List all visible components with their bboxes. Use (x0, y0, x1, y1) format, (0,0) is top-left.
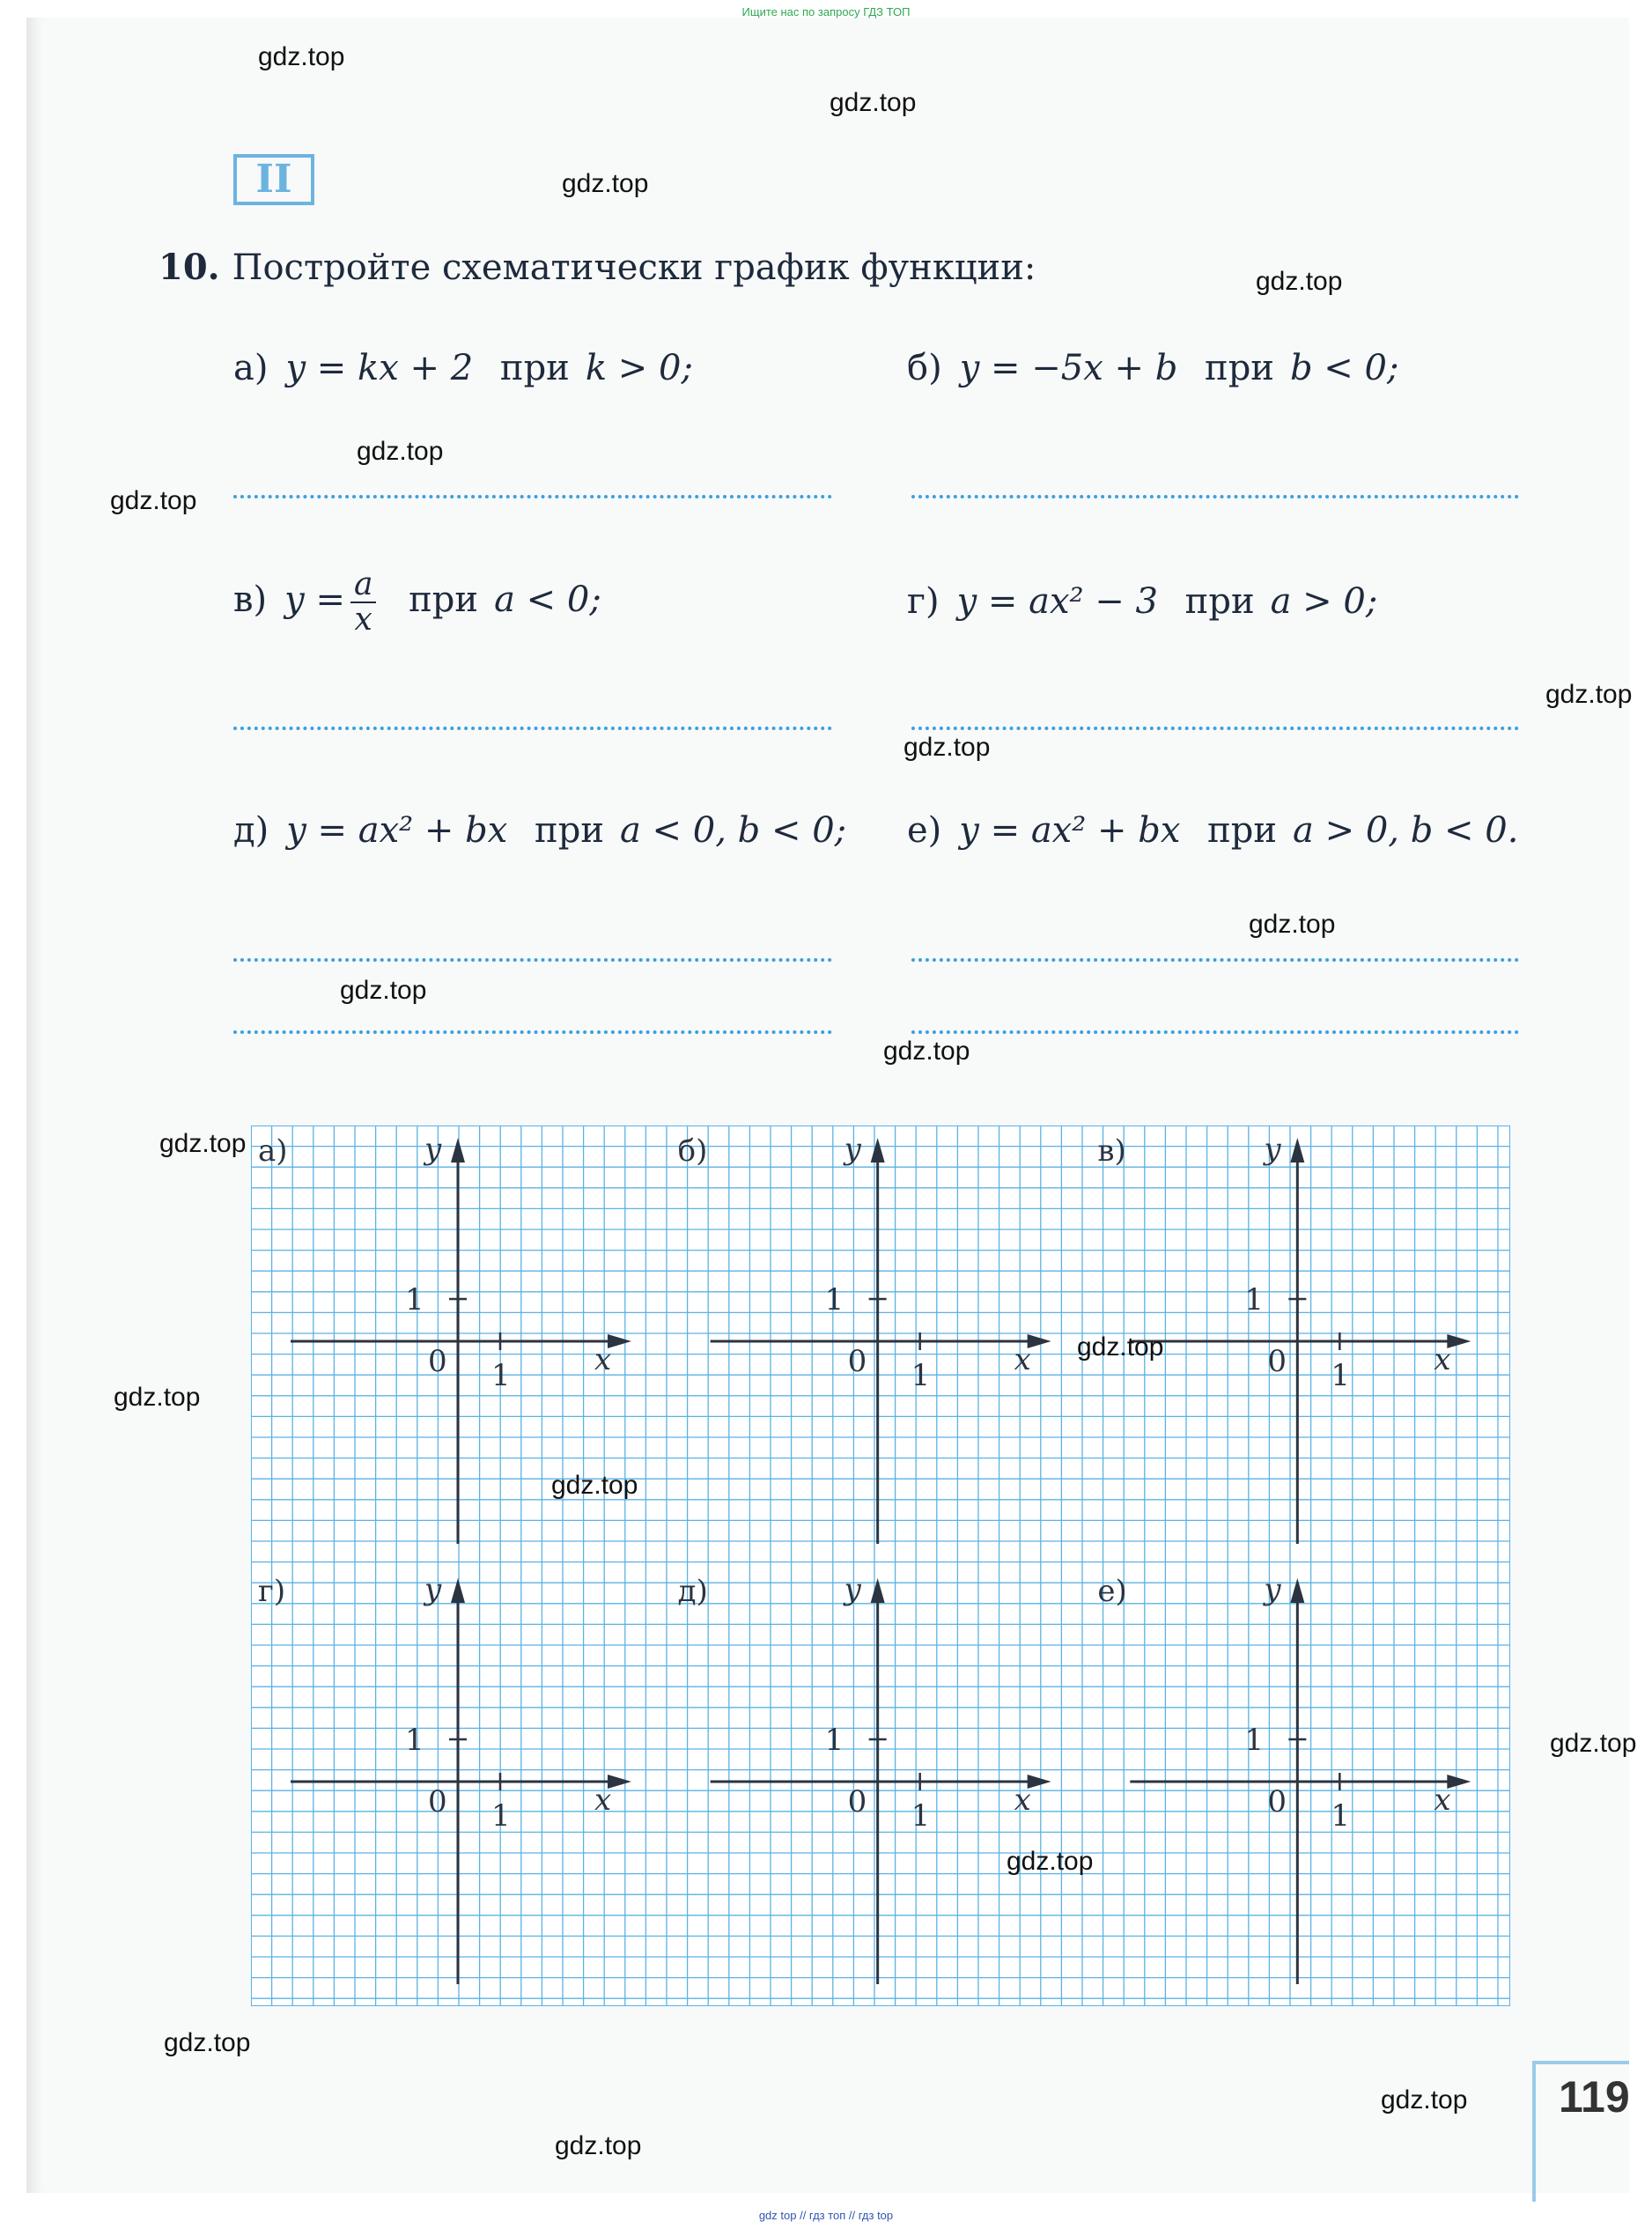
item-condition: k > 0; (585, 348, 693, 388)
watermark: gdz.top (1550, 1729, 1637, 1758)
x-unit-label: 1 (491, 1798, 511, 1834)
task-heading (159, 247, 1036, 288)
item-condition: a > 0, b < 0. (1293, 810, 1519, 851)
origin-label: 0 (1267, 1344, 1287, 1379)
watermark: gdz.top (159, 1129, 247, 1158)
task-item-a (233, 348, 693, 388)
x-unit-label: 1 (1331, 1358, 1350, 1393)
watermark: gdz.top (555, 2131, 642, 2160)
item-formula: y = −5x + b (959, 348, 1178, 388)
item-formula: y = ax² + bx (286, 810, 508, 851)
task-title-text: Постройте схематически график функции: (232, 247, 1036, 288)
watermark: gdz.top (1256, 267, 1343, 296)
panel-label: д) (677, 1574, 708, 1609)
panel-label: е) (1097, 1574, 1127, 1609)
task-item-d (233, 810, 846, 851)
x-axis-label: x (594, 1782, 612, 1818)
page-number-frame-side (1532, 2061, 1536, 2202)
item-condition: a > 0; (1270, 581, 1378, 622)
section-marker: II (233, 154, 314, 205)
watermark: gdz.top (258, 42, 345, 71)
watermark: gdz.top (1249, 910, 1336, 939)
x-axis-label: x (1014, 1782, 1031, 1818)
y-unit-label: 1 (1244, 1723, 1264, 1758)
item-formula: y = kx + 2 (285, 348, 474, 388)
answer-line[interactable] (911, 1030, 1519, 1034)
watermark: gdz.top (340, 976, 427, 1005)
task-item-v (233, 568, 601, 637)
task-number: 10. (159, 247, 220, 288)
origin-label: 0 (847, 1344, 867, 1379)
item-cond-word: при (1207, 810, 1278, 851)
x-unit-label: 1 (1331, 1798, 1350, 1834)
fraction-numerator: a (350, 568, 376, 603)
watermark: gdz.top (830, 88, 917, 117)
panel-label: в) (1097, 1133, 1126, 1169)
item-label: а) (233, 348, 269, 388)
item-condition: a < 0, b < 0; (619, 810, 847, 851)
watermark: gdz.top (1007, 1847, 1094, 1876)
y-axis-label: y (424, 1132, 442, 1167)
answer-line[interactable] (233, 727, 832, 730)
x-axis-label: x (1014, 1342, 1031, 1377)
y-unit-label: 1 (824, 1723, 844, 1758)
item-condition: a < 0; (494, 579, 601, 620)
watermark: gdz.top (883, 1037, 970, 1066)
item-formula: y = ax² − 3 (956, 581, 1158, 622)
x-axis-label: x (1434, 1342, 1451, 1377)
watermark: gdz.top (1545, 680, 1633, 709)
item-cond-word: при (535, 810, 604, 851)
x-unit-label: 1 (911, 1358, 931, 1393)
task-item-g (907, 581, 1377, 622)
task-item-e (907, 810, 1518, 851)
item-label: д) (233, 810, 269, 851)
y-axis-label: y (844, 1132, 861, 1167)
item-condition: b < 0; (1289, 348, 1399, 388)
y-axis-label: y (424, 1572, 442, 1607)
x-axis-label: x (594, 1342, 612, 1377)
answer-line[interactable] (233, 495, 832, 498)
watermark: gdz.top (562, 169, 649, 198)
y-axis-label: y (1264, 1132, 1281, 1167)
answer-line[interactable] (911, 727, 1519, 730)
panel-label: а) (258, 1133, 288, 1169)
watermark: gdz.top (110, 486, 197, 515)
origin-label: 0 (428, 1784, 447, 1819)
bottom-banner: gdz top // гдз топ // гдз top (758, 2209, 894, 2222)
watermark: gdz.top (903, 733, 991, 762)
page-number-frame-top (1532, 2061, 1629, 2064)
item-formula: y = ax² + bx (959, 810, 1181, 851)
panel-label: г) (258, 1574, 286, 1609)
item-formula-lhs: y = (284, 579, 345, 620)
item-cond-word: при (1205, 348, 1274, 388)
task-item-b (907, 348, 1398, 388)
page-number: 119 (1559, 2072, 1630, 2122)
item-label: в) (233, 579, 268, 620)
answer-line[interactable] (911, 958, 1519, 962)
item-label: б) (907, 348, 942, 388)
watermark: gdz.top (164, 2028, 251, 2057)
watermark: gdz.top (1381, 2085, 1468, 2115)
watermark: gdz.top (551, 1471, 638, 1500)
fraction (350, 568, 376, 637)
panel-label: б) (677, 1133, 708, 1169)
origin-label: 0 (1267, 1784, 1287, 1819)
y-unit-label: 1 (1244, 1282, 1264, 1317)
answer-line[interactable] (233, 1030, 832, 1034)
y-axis-label: y (844, 1572, 861, 1607)
y-unit-label: 1 (405, 1282, 424, 1317)
x-unit-label: 1 (911, 1798, 931, 1834)
watermark: gdz.top (1077, 1332, 1164, 1362)
item-cond-word: при (1184, 581, 1255, 622)
y-unit-label: 1 (824, 1282, 844, 1317)
item-label: г) (907, 581, 940, 622)
item-label: е) (907, 810, 942, 851)
item-cond-word: при (409, 579, 479, 620)
graph-paper[interactable] (251, 1126, 1510, 2006)
origin-label: 0 (428, 1344, 447, 1379)
x-axis-label: x (1434, 1782, 1451, 1818)
answer-line[interactable] (233, 958, 832, 962)
y-unit-label: 1 (405, 1723, 424, 1758)
item-cond-word: при (499, 348, 570, 388)
top-banner: Ищите нас по запросу ГДЗ ТОП (741, 5, 911, 18)
fraction-denominator: x (354, 602, 372, 638)
y-axis-label: y (1264, 1572, 1281, 1607)
origin-label: 0 (847, 1784, 867, 1819)
x-unit-label: 1 (491, 1358, 511, 1393)
answer-line[interactable] (911, 495, 1519, 498)
watermark: gdz.top (114, 1383, 201, 1412)
watermark: gdz.top (357, 437, 444, 466)
